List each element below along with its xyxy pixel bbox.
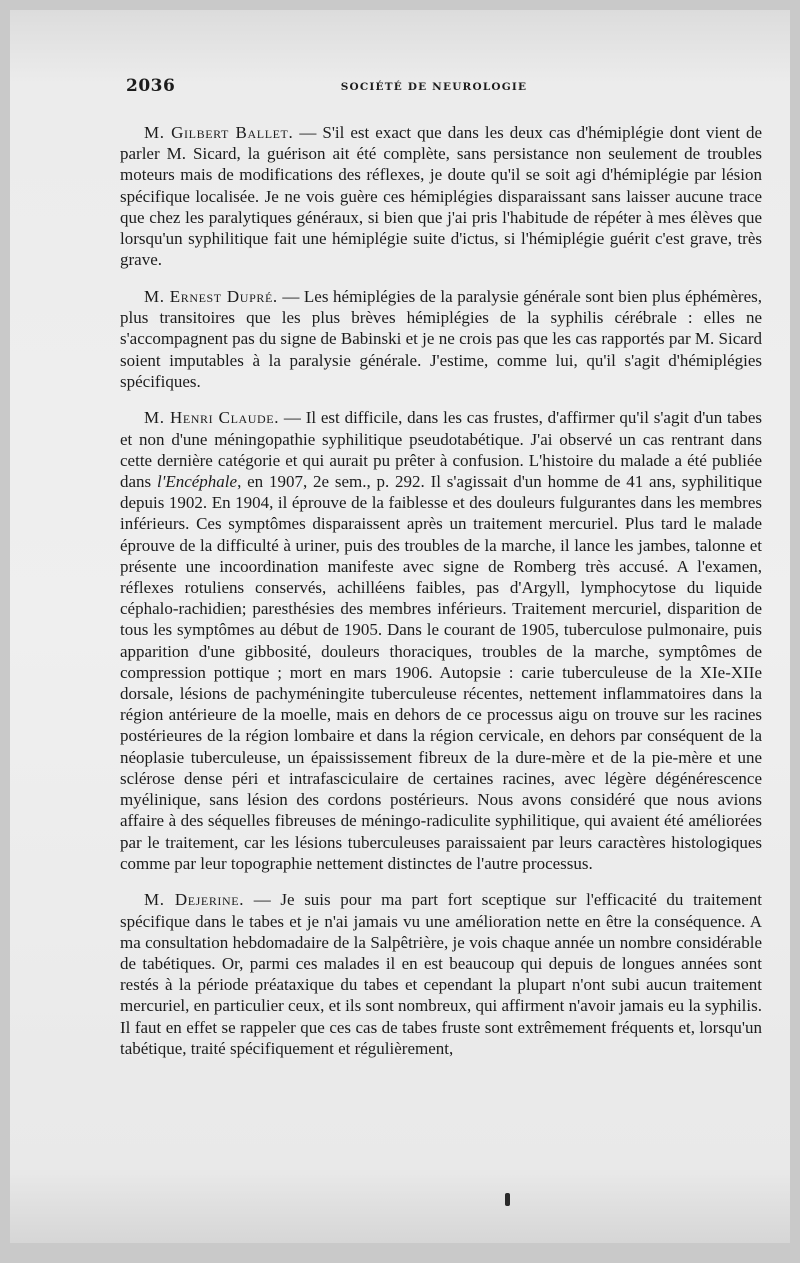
paragraph-text-continued: , en 1907, 2e sem., p. 292. Il s'agissait d'un homme de 41 ans, syphilitique depuis 1902. En 1904, il éprouve de la faiblesse et des douleurs fulgurantes dans les membres inférieurs. Ces symptômes disparaissent après un traitement mercuriel. Plus tard le malade éprouve de la difficulté à uriner, puis des troubles de la marche, il lance les jambes, talonne et présente une incoordination manifeste avec signe de Romberg très accusé. A l'examen, réflexes rotuliens conservés, achilléens faibles, pas d'Argyll, lymphocytose du liquide céphalo-rachidien; paresthésies des membres inférieurs. Traitement mercuriel, disparition de tous les symptômes au début de 1905. Dans le courant de 1905, tuberculose pulmonaire, puis apparition d'une gibbosité, douleurs thoraciques, troubles de la marche, symptômes de compression pottique ; mort en mars 1906. Autopsie : carie tuberculeuse de la XIe-XIIe dorsale, lésions de pachyméningite tuberculeuse récentes, nettement inflammatoires dans la région antérieure de la moelle, mais en dehors de ce processus aigu on trouve sur les racines postérieures de la région lombaire et dans la région cervicale, en dehors par conséquent de la néoplasie tuberculeuse, un épaississement fibreux de la dure-mère et de la pie-mère et une sclérose dense péri et intrafasciculaire de certaines racines, avec légère dégénérescence myélinique, sans lésion des cordons postérieurs. Nous avons considéré que nous avions affaire à des séquelles fibreuses de méningo-radiculite syphilitique, qui avaient été améliorées par le traitement, car les lésions tuberculeuses paraissaient par leurs caractères histologiques comme par leur topographie nettement distinctes de l'autre processus. bbox=[120, 472, 762, 873]
paragraph-dejerine bbox=[120, 889, 762, 1059]
speaker-name: M. Dejerine. bbox=[144, 890, 245, 910]
scanned-page bbox=[10, 10, 790, 1243]
speaker-name: M. Gilbert Ballet. bbox=[144, 123, 294, 142]
paragraph-claude bbox=[120, 407, 762, 873]
body-text bbox=[120, 122, 762, 1075]
paragraph-dupre bbox=[120, 286, 762, 392]
paragraph-text: — Il est difficile, dans les cas frustes, d'affirmer qu'il s'agit d'un tabes et non d'une méningopathie syphilitique pseudotabétique. J'ai observé un cas rentrant dans cette dernière catégorie et qui aurait pu prêter à confusion. L'histoire du malade a été publiée dans bbox=[120, 408, 762, 492]
page-header bbox=[126, 76, 742, 102]
speaker-name: M. Ernest Dupré. bbox=[144, 286, 278, 306]
paragraph-text: — S'il est exact que dans les deux cas d'hémiplégie dont vient de parler M. Sicard, la guérison ait été complète, sans persistance non seulement de troubles moteurs mais de modifications des réflexes, je doute qu'il se soit agi d'hémiplégie par lésion spécifique localisée. Je ne vois guère ces hémiplégies disparaissant sans laisser aucune trace que chez les paralytiques généraux, si bien que j'ai pris l'habitude de répéter à mes élèves que lorsqu'un syphilitique fait une hémiplégie suite d'ictus, si l'hémiplégie guérit c'est grave, très grave. bbox=[120, 123, 763, 270]
paragraph-ballet bbox=[120, 122, 762, 270]
page-number: 2036 bbox=[126, 76, 176, 96]
journal-title: l'Encéphale bbox=[156, 472, 238, 492]
paragraph-text: — Je suis pour ma part fort sceptique sur l'efficacité du traitement spécifique dans le tabes et je n'ai jamais vu une amélioration nette en être la conséquence. A ma consultation hebdomadaire de la Salpêtrière, je vois chaque année un nombre considérable de tabétiques. Or, parmi ces malades il en est beaucoup qui depuis de longues années sont restés à la période préataxique du tabes et cependant la plupart n'ont subi aucun traitement mercuriel, en particulier ceux, et ils sont nombreux, qui affirment n'avoir jamais eu la syphilis. Il faut en effet se rappeler que ces cas de tabes fruste sont extrêmement fréquents et, lorsqu'un tabétique, traité spécifiquement et régulièrement, bbox=[120, 890, 763, 1058]
running-title: SOCIÉTÉ DE NEUROLOGIE bbox=[340, 81, 528, 93]
ink-mark bbox=[505, 1193, 510, 1206]
speaker-name: M. Henri Claude. bbox=[144, 408, 280, 428]
paragraph-text: — Les hémiplégies de la paralysie générale sont bien plus éphémères, plus transitoires que les plus brèves hémiplégies de la syphilis cérébrale : elles ne s'accompagnent pas du signe de Babinski et je ne crois pas que les cas rapportés par M. Sicard soient imputables à la paralysie générale. J'estime, comme lui, qu'il s'agit d'hémiplégies spécifiques. bbox=[120, 286, 762, 391]
